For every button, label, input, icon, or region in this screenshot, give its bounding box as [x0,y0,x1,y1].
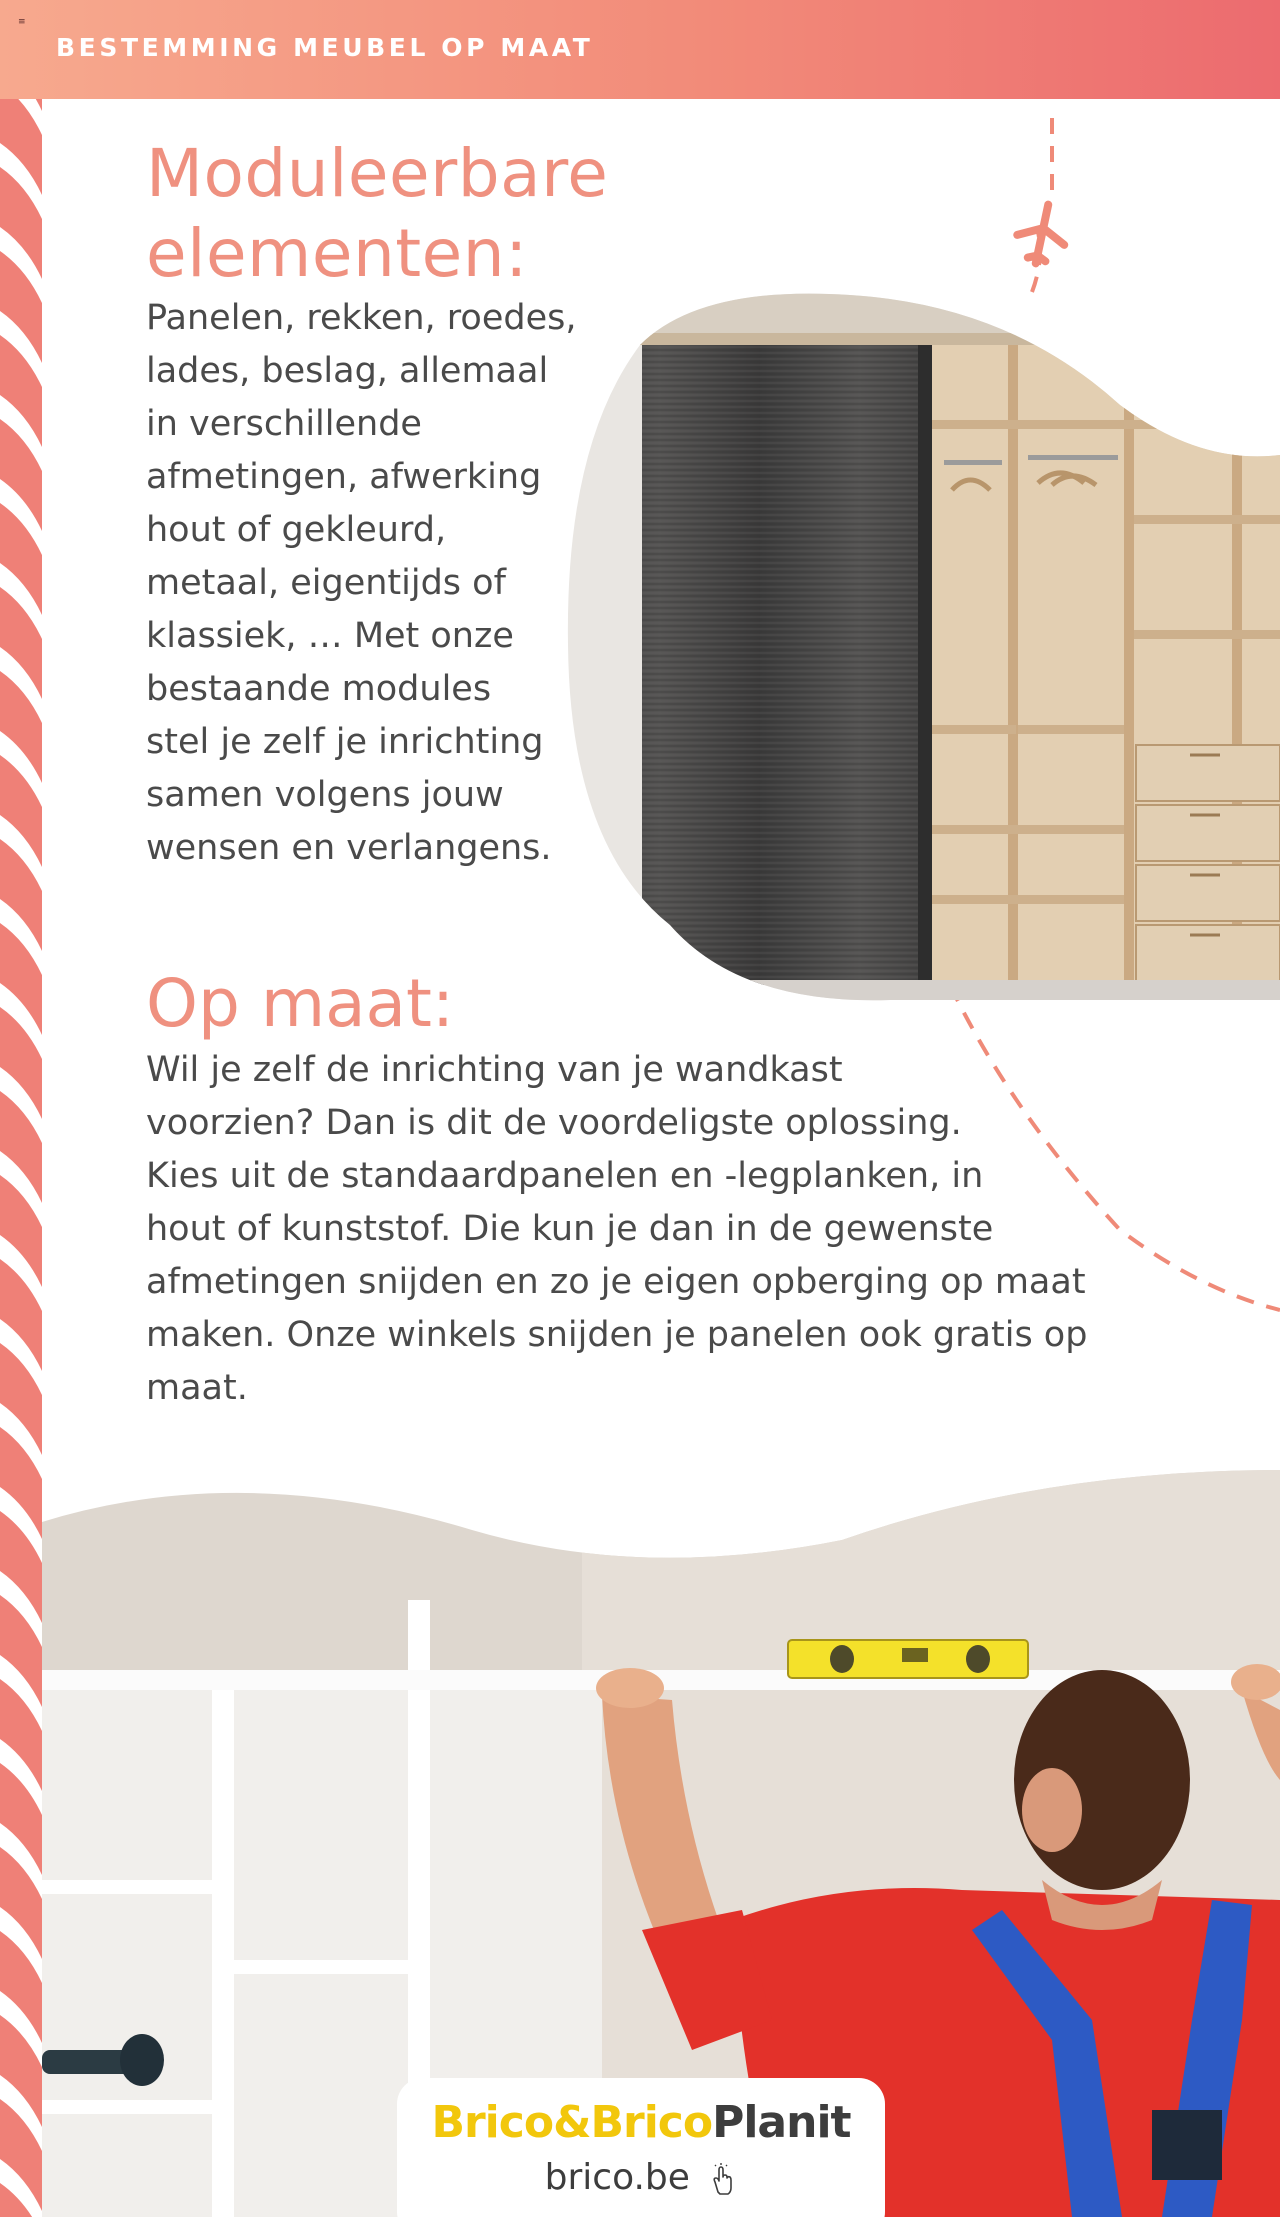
airplane-icon [1012,200,1071,269]
text-line: klassiek, … Met onze [146,616,514,656]
header-title: BESTEMMING MEUBEL OP MAAT [56,33,594,62]
header-bar [0,0,1280,99]
section1-text [146,292,616,875]
text-line: hout of gekleurd, [146,510,447,550]
logo-brico-2: Brico [590,2097,713,2148]
text-line: hout of kunststof. Die kun je dan in de gewenste [146,1209,994,1249]
hand-pointer-icon [707,2162,737,2196]
text-line: samen volgens jouw [146,775,504,815]
website-url[interactable]: brico.be [544,2157,690,2198]
logo-ampersand: & [553,2097,591,2148]
text-line: afmetingen snijden en zo je eigen opberging op maat [146,1262,1086,1302]
text-line: metaal, eigentijds of [146,563,506,603]
text-line: in verschillende [146,404,422,444]
text-line: Wil je zelf de inrichting van je wandkast [146,1050,843,1090]
section1-heading-line2: elementen: [146,215,528,292]
text-line: afmetingen, afwerking [146,457,542,497]
wardrobe-photo [560,285,1280,1005]
text-line: stel je zelf je inrichting [146,722,544,762]
text-line: wensen en verlangens. [146,828,552,868]
text-line: Panelen, rekken, roedes, [146,298,577,338]
logo-brico-1: Brico [431,2097,554,2148]
brand-logo [397,2098,885,2148]
section2-heading: Op maat: [146,965,455,1042]
left-stripe-decoration [0,99,42,2217]
text-line: maken. Onze winkels snijden je panelen ook gratis op [146,1315,1088,1355]
text-line: voorzien? Dan is dit de voordeligste oplossing. [146,1103,962,1143]
section1-heading [146,134,608,294]
text-line: lades, beslag, allemaal [146,351,549,391]
text-line: maat. [146,1368,248,1408]
logo-planit: Planit [712,2097,851,2148]
text-line: bestaande modules [146,669,492,709]
text-line: Kies uit de standaardpanelen en -legplanken, in [146,1156,984,1196]
section1-heading-line1: Moduleerbare [146,135,609,212]
menu-mark-icon: ≡ [18,17,26,27]
section2-text [146,1044,1136,1415]
website-link[interactable] [397,2156,885,2200]
brand-logo-card[interactable] [397,2078,885,2238]
